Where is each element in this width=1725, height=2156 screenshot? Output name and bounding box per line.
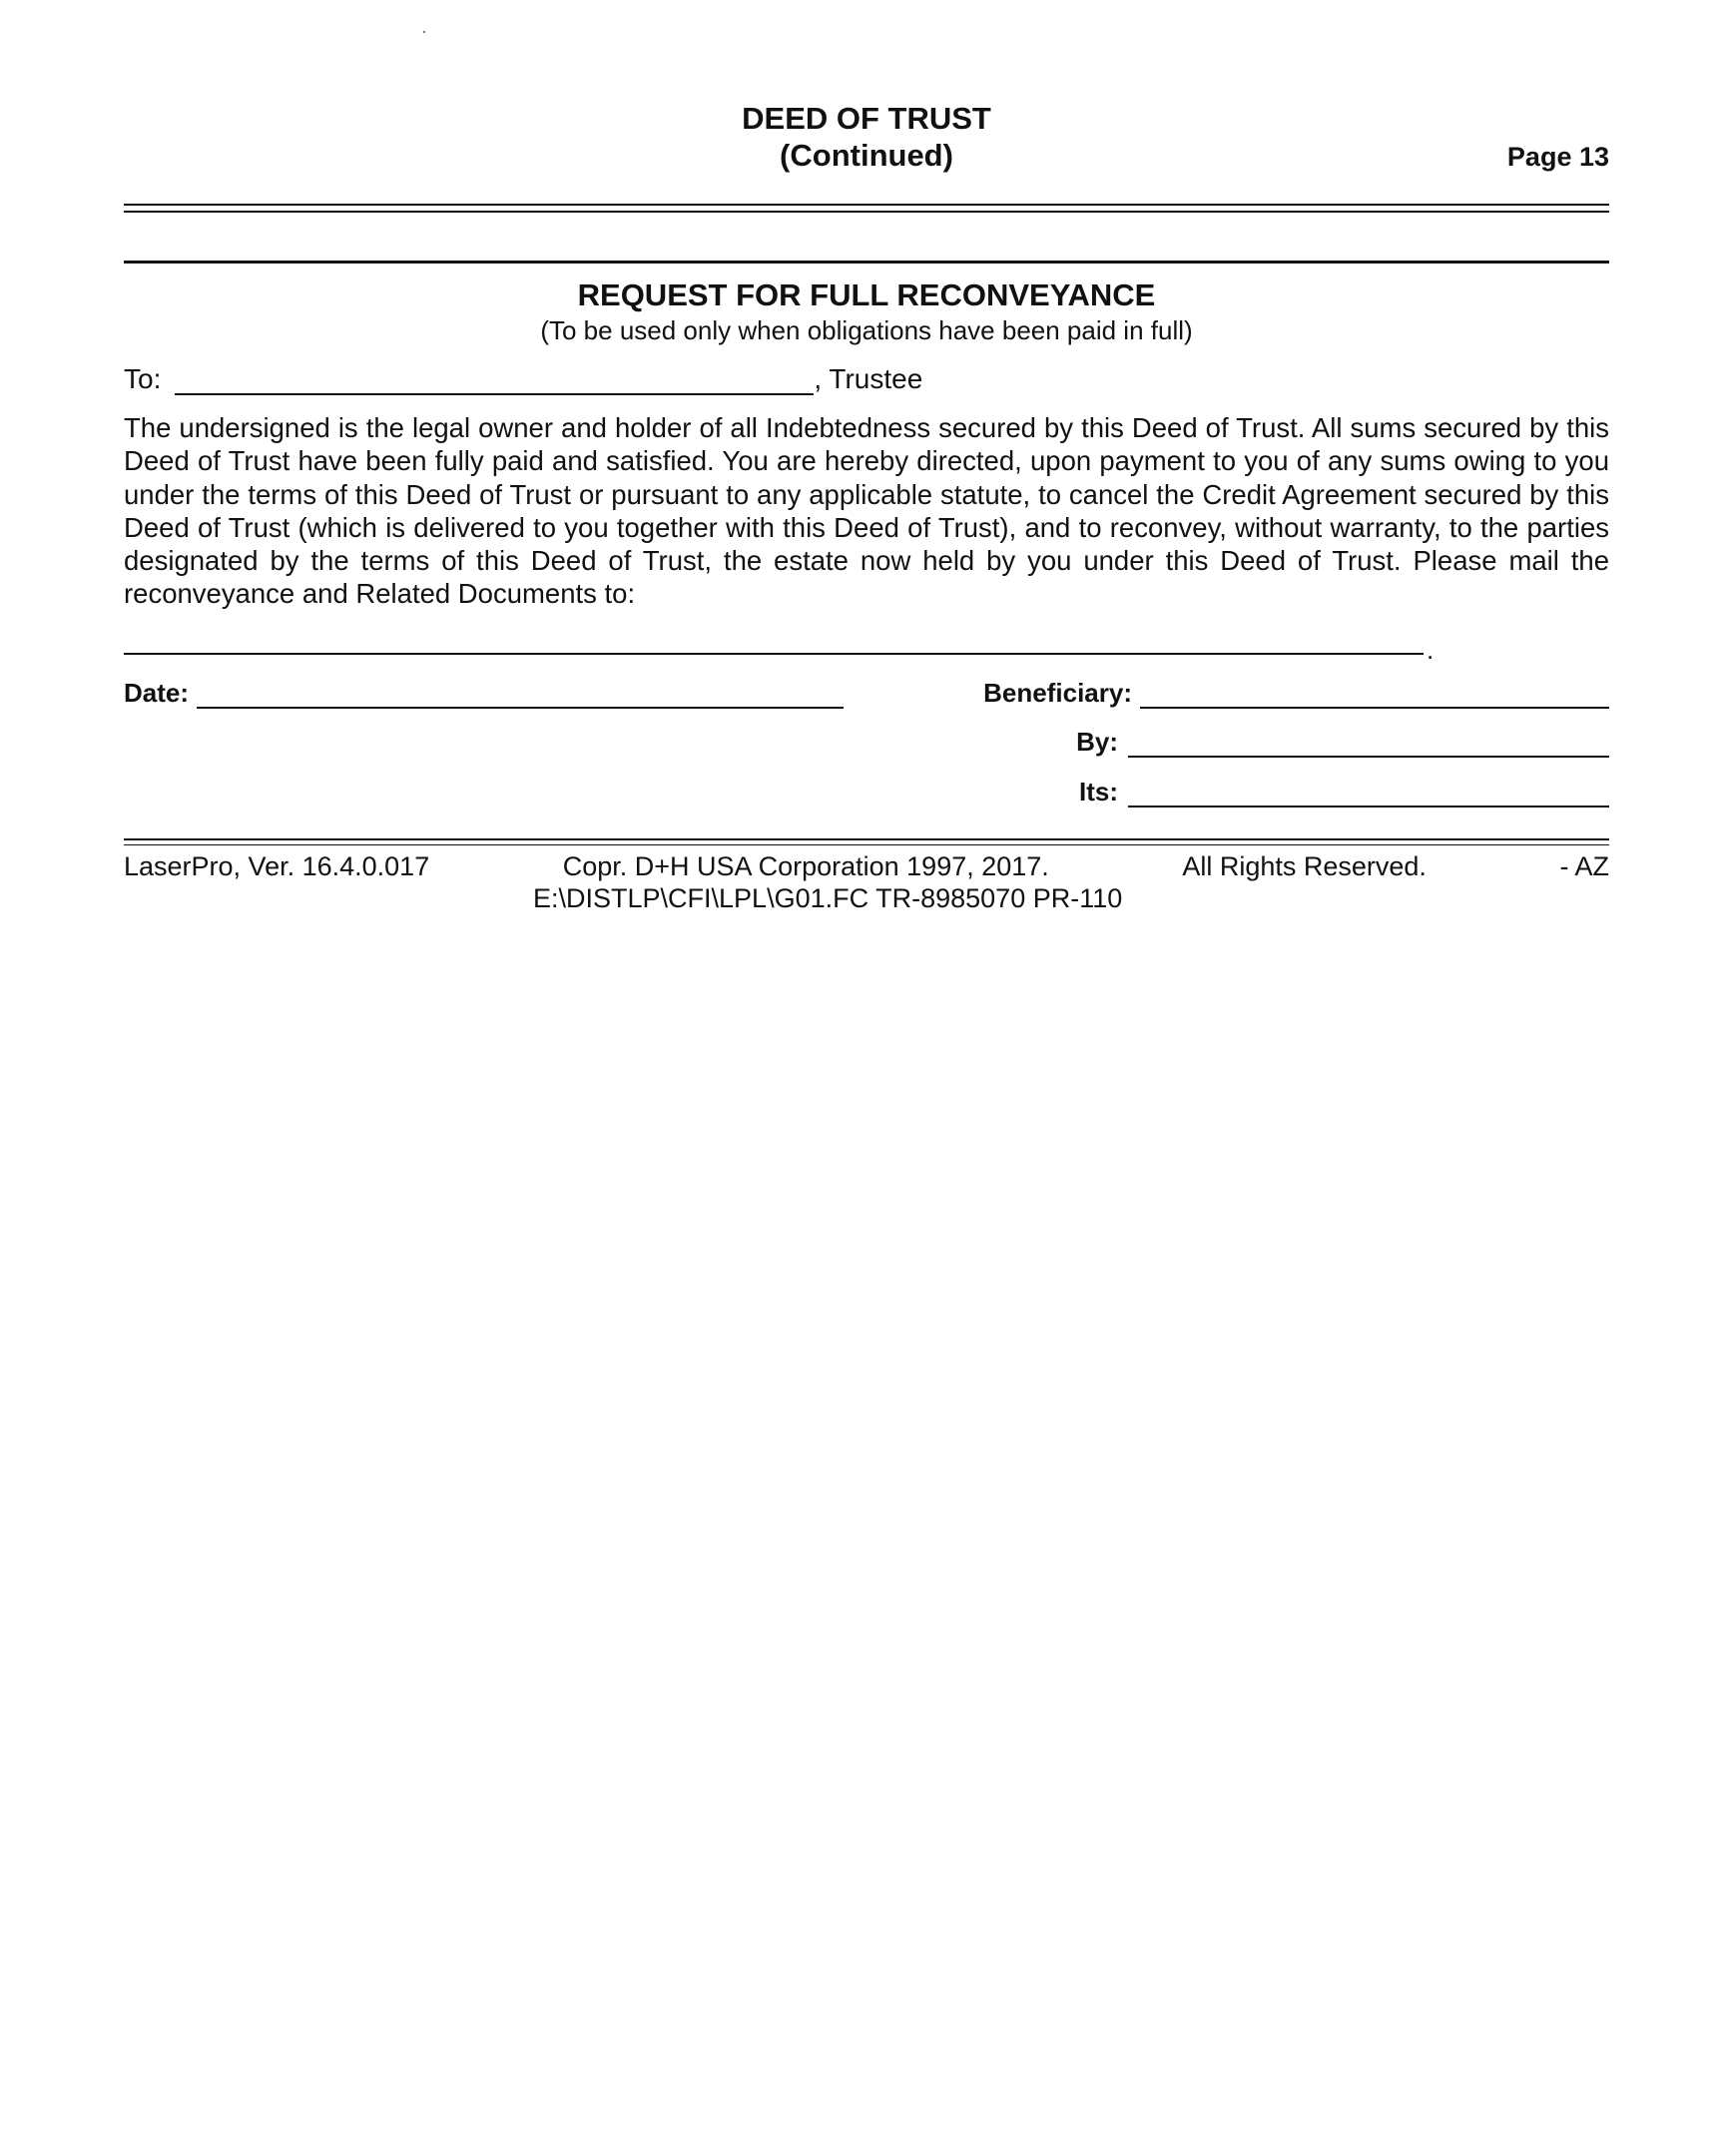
trustee-name-field[interactable] (175, 363, 814, 395)
beneficiary-row (983, 677, 1609, 709)
document-title-line2: (Continued) (780, 138, 953, 173)
footer-software: LaserPro, Ver. 16.4.0.017 (124, 851, 430, 881)
footer-rule-bottom (124, 844, 1609, 845)
header-rule-top (124, 204, 1609, 206)
section-rule (124, 261, 1609, 264)
footer-file-path: E:\DISTLP\CFI\LPL\G01.FC TR-8985070 PR-110 (533, 883, 1123, 913)
document-title (124, 100, 1609, 174)
to-label: To: (124, 363, 162, 394)
mailing-address-period: . (1427, 635, 1435, 665)
trustee-row (124, 363, 922, 395)
trustee-suffix: , Trustee (814, 363, 923, 394)
beneficiary-field[interactable] (1140, 677, 1609, 709)
document-page (124, 0, 1609, 2156)
mailing-address-field[interactable] (124, 653, 1424, 655)
scan-speck (423, 31, 425, 33)
section-subtitle: (To be used only when obligations have been paid in full) (540, 315, 1193, 345)
footer-copyright: Copr. D+H USA Corporation 1997, 2017. (562, 851, 1049, 881)
document-title-line1: DEED OF TRUST (742, 101, 991, 136)
its-row (1079, 776, 1609, 808)
by-field[interactable] (1128, 726, 1609, 758)
section-title: REQUEST FOR FULL RECONVEYANCE (577, 277, 1156, 312)
footer (124, 850, 1609, 914)
date-row (124, 677, 844, 709)
page-number: Page 13 (1506, 142, 1609, 172)
by-label: By: (1076, 727, 1118, 757)
footer-rule-top (124, 838, 1609, 840)
beneficiary-label: Beneficiary: (983, 678, 1132, 708)
its-field[interactable] (1128, 776, 1609, 808)
footer-state: - AZ (1559, 851, 1609, 881)
footer-rights: All Rights Reserved. (1182, 851, 1427, 881)
header-rule-bottom (124, 211, 1609, 213)
by-row (1076, 726, 1609, 758)
its-label: Its: (1079, 777, 1118, 807)
reconveyance-body-text: The undersigned is the legal owner and holder of all Indebtedness secured by this Deed of Trust. All sums secured by this Deed of Trust have been fully paid and satisfied. You are hereby directed, upon payment to you of any sums owing to you under the terms of this Deed of Trust or pursuant to any applicable statute, to cancel the Credit Agreement secured by this Deed of Trust (which is delivered to you together with this Deed of Trust), and to reconvey, without warranty, to the parties designated by the terms of this Deed of Trust, the estate now held by you under this Deed of Trust. Please mail the reconveyance and Related Documents to: (124, 412, 1609, 610)
date-field[interactable] (197, 677, 844, 709)
date-label: Date: (124, 678, 190, 708)
footer-line-1 (124, 850, 1609, 882)
